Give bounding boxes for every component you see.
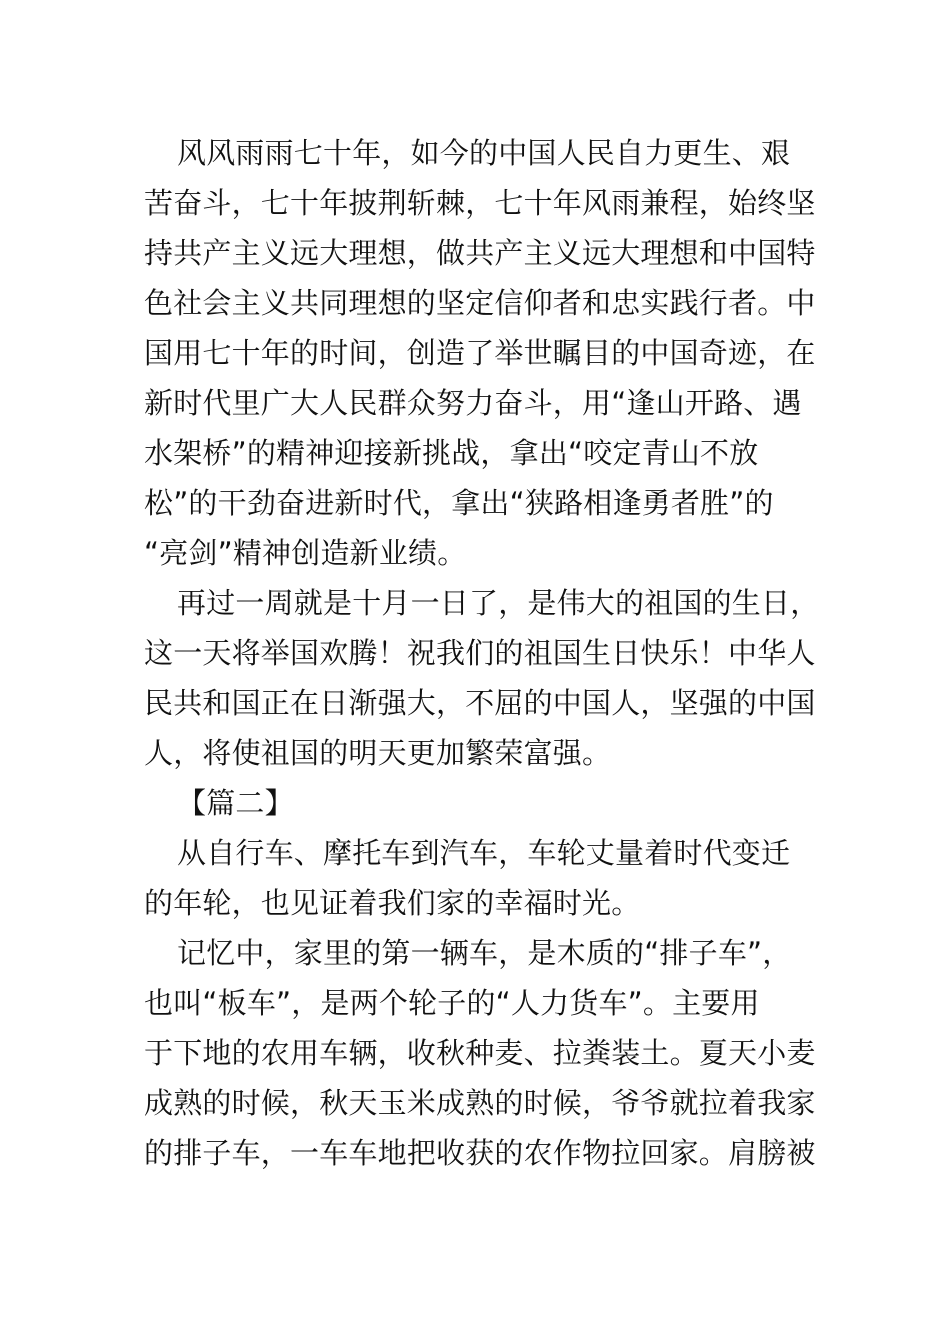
text-line: 风风雨雨七十年，如今的中国人民自力更生、艰 bbox=[177, 136, 791, 170]
paragraph-seventy-years bbox=[144, 128, 816, 578]
text-line: 也叫“板车”，是两个轮子的“人力货车”。主要用 bbox=[144, 986, 760, 1020]
text-line: 记忆中，家里的第一辆车，是木质的“排子车”， bbox=[177, 936, 792, 970]
text-line: “亮剑”精神创造新业绩。 bbox=[144, 536, 467, 570]
section-heading bbox=[144, 778, 808, 828]
text-line: 再过一周就是十月一日了，是伟大的祖国的生日， bbox=[177, 586, 820, 620]
text-line: 这一天将举国欢腾！祝我们的祖国生日快乐！中华人 bbox=[144, 636, 816, 670]
text-line: 苦奋斗，七十年披荆斩棘，七十年风雨兼程，始终坚 bbox=[144, 186, 816, 220]
paragraph-national-day bbox=[144, 578, 820, 778]
paragraph-memory-cart bbox=[144, 928, 816, 1178]
text-line: 从自行车、摩托车到汽车，车轮丈量着时代变迁 bbox=[177, 836, 791, 870]
text-line: 水架桥”的精神迎接新挑战，拿出“咬定青山不放 bbox=[144, 436, 759, 470]
text-line: 的排子车，一车车地把收获的农作物拉回家。肩膀被 bbox=[144, 1136, 816, 1170]
text-line: 于下地的农用车辆，收秋种麦、拉粪装土。夏天小麦 bbox=[144, 1036, 816, 1070]
text-line: 的年轮，也见证着我们家的幸福时光。 bbox=[144, 886, 641, 920]
text-line: 成熟的时候，秋天玉米成熟的时候，爷爷就拉着我家 bbox=[144, 1086, 816, 1120]
text-line: 色社会主义共同理想的坚定信仰者和忠实践行者。中 bbox=[144, 286, 816, 320]
text-line: 民共和国正在日渐强大，不屈的中国人，坚强的中国 bbox=[144, 686, 816, 720]
text-line: 新时代里广大人民群众努力奋斗，用“逢山开路、遇 bbox=[144, 386, 802, 420]
text-line: 国用七十年的时间，创造了举世瞩目的中国奇迹，在 bbox=[144, 336, 816, 370]
text-line: 持共产主义远大理想，做共产主义远大理想和中国特 bbox=[144, 236, 816, 270]
paragraph-vehicles bbox=[144, 828, 808, 928]
section-title: 【篇二】 bbox=[177, 786, 294, 820]
text-line: 松”的干劲奋进新时代，拿出“狭路相逢勇者胜”的 bbox=[144, 486, 774, 520]
text-line: 人，将使祖国的明天更加繁荣富强。 bbox=[144, 736, 612, 770]
document-body bbox=[144, 128, 820, 1178]
